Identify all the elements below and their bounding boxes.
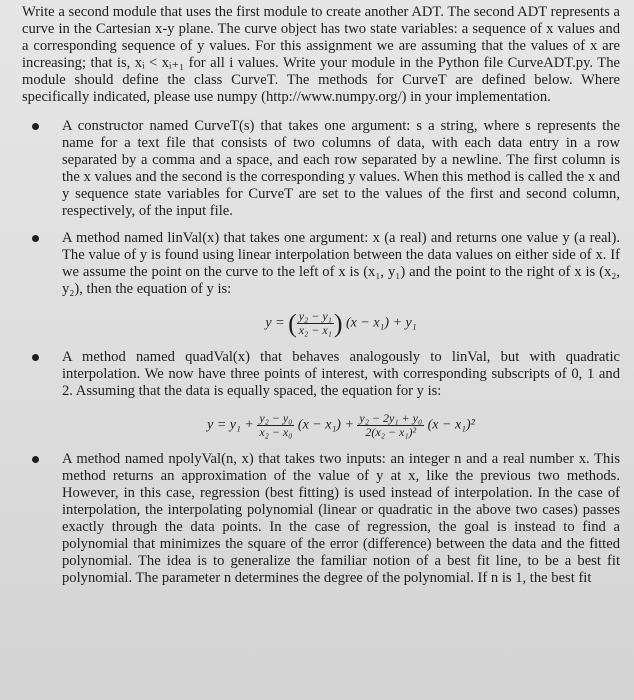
- list-item-linval: [22, 230, 620, 337]
- eq-fraction-2: $\frac{\text{y₂ − 2y₁ + y₀}}{\text{2(x₂ − x₁)²}}$: [359, 411, 423, 439]
- quadval-text: A method named quadVal(x) that behaves analogously to linVal, but with quadratic interpolation. We now have three points of interest, with corresponding subscripts of 0, 1 and 2. Assuming that the data is equally spaced, the equation for y is:: [62, 349, 620, 399]
- linval-text: A method named linVal(x) that takes one argument: x (a real) and returns one value y (a real). The value of y is found using linear interpolation between the data values on either side of x. If we assume the point on the curve to the left of x is (x₁, y₁) and the point to the right of x is (x₂, y₂), then the equation of y is:: [62, 230, 620, 297]
- bullet-icon: [32, 456, 39, 463]
- method-list: [22, 118, 620, 587]
- bullet-icon: [32, 123, 39, 130]
- eq-fraction: [297, 310, 334, 337]
- eq-lhs: y =: [265, 315, 285, 331]
- list-item-npolyval: [22, 451, 620, 587]
- eq-mid: (x − x₁) +: [297, 417, 354, 433]
- eq-rhs: (x − x₁)²: [427, 417, 475, 433]
- bullet-icon: [32, 354, 39, 361]
- eq-rhs: (x − x₁) + y₁: [346, 315, 417, 331]
- list-item-constructor: [22, 118, 620, 220]
- linval-equation: y = ( $\frac{\text{y₂ − y₁}}{\text{x₂ − x₁}}$ ) (x − x₁) + y₁: [265, 309, 417, 338]
- eq-lhs: y = y₁ +: [207, 417, 254, 433]
- quadval-equation: [62, 412, 620, 439]
- eq-denominator: x₂ − x₁: [298, 323, 332, 337]
- intro-paragraph: Write a second module that uses the first module to create another ADT. The second ADT represents a curve in the Cartesian x-y plane. The curve object has two state variables: a sequence of x values and a corresponding sequence of y values. For this assignment we are assuming that the values of x are increasing; that is, xᵢ < xᵢ₊₁ for all i values. Write your module in the Python file CurveADT.py. The module should define the class CurveT. The methods for CurveT are defined below. Where specifically indicated, please use numpy (http://www.numpy.org/) in your implementation.: [22, 4, 620, 105]
- eq-numerator: y₂ − y₁: [298, 309, 332, 323]
- eq-fraction-1: $\frac{\text{y₂ − y₀}}{\text{x₂ − x₀}}$: [259, 411, 293, 439]
- list-item-quadval: [22, 349, 620, 439]
- bullet-icon: [32, 235, 39, 242]
- constructor-text: A constructor named CurveT(s) that takes one argument: s a string, where s represents the name for a text file that consists of two columns of data, with each data entry in a row separated by a comma and a space, and each row separated by a newline. The first column is the x values and the second is the corresponding y values. When this method is called the x and y sequence state variables for CurveT are set to the values of the first and second column, respectively, of the input file.: [62, 118, 620, 219]
- npolyval-text: A method named npolyVal(n, x) that takes two inputs: an integer n and a real number x. This method returns an approximation of the value of y at x, like the previous two methods. However, in this case, regression (best fitting) is used instead of interpolation. In the case of interpolation, the interpolating polynomial (linear or quadratic in the above two cases) passes exactly through the data points. In the case of regression, the goal is instead to find a polynomial that minimizes the square of the error (difference) between the data and the fitted polynomial. The idea is to generalize the familiar notion of a best fit line, to be a best fit polynomial. The parameter n determines the degree of the polynomial. If n is 1, the best fit: [62, 451, 620, 586]
